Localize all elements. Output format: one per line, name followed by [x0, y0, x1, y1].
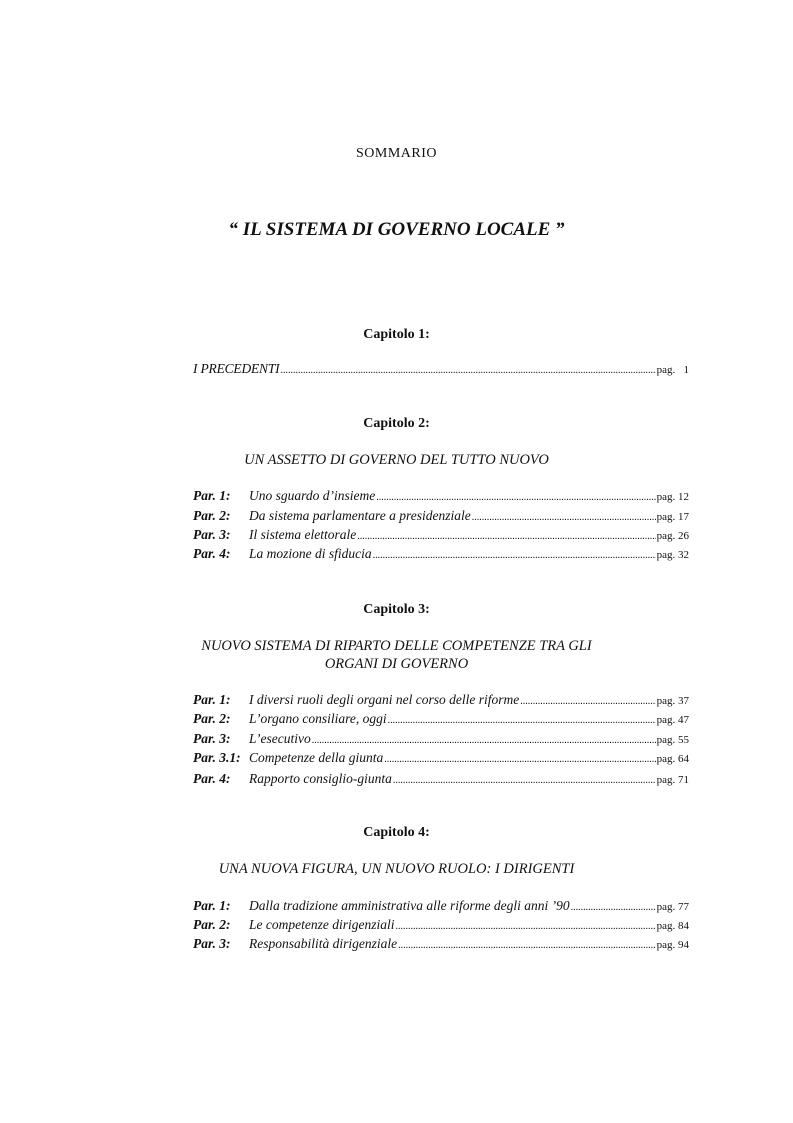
toc-entry[interactable] [193, 917, 689, 936]
toc-entry[interactable] [193, 750, 689, 769]
toc-entry-number: Par. 3: [193, 731, 231, 746]
toc-entry-page: pag. 47 [656, 714, 689, 726]
document-title: “ IL SISTEMA DI GOVERNO LOCALE ” [228, 219, 565, 240]
toc-entry-number: Par. 1: [193, 692, 231, 707]
toc-entry[interactable] [193, 936, 689, 955]
toc-entry-title: L’organo consiliare, oggi [249, 711, 387, 726]
chapter-3-title-line1: NUOVO SISTEMA DI RIPARTO DELLE COMPETENZE TRA GLI [201, 638, 592, 654]
toc-heading: SOMMARIO [355, 146, 437, 161]
toc-entry-number: Par. 2: [193, 711, 231, 726]
toc-entry[interactable] [193, 898, 689, 917]
toc-entry-page: pag. 84 [656, 920, 689, 932]
toc-entry-title: Dalla tradizione amministrativa alle riforme degli anni ’90 [249, 898, 570, 913]
toc-entry-number: Par. 3: [193, 527, 231, 542]
toc-entry[interactable] [193, 527, 689, 546]
chapter-4-title: UNA NUOVA FIGURA, UN NUOVO RUOLO: I DIRIGENTI [218, 861, 575, 877]
toc-entry-page: pag. 37 [656, 695, 689, 707]
toc-entry-title: Competenze della giunta [249, 750, 384, 765]
toc-entry-title: Uno sguardo d’insieme [249, 488, 376, 503]
toc-entry-number: Par. 3: [193, 936, 231, 951]
leader-dots [520, 696, 655, 707]
toc-entry-title: L’esecutivo [249, 731, 311, 746]
toc-entry[interactable] [193, 508, 689, 527]
toc-entry-page: pag. 12 [656, 491, 689, 503]
toc-entry[interactable] [193, 771, 689, 790]
leader-dots [472, 512, 656, 523]
toc-entry-title: Da sistema parlamentare a presidenziale [249, 508, 471, 523]
leader-dots [376, 492, 655, 503]
leader-dots [384, 754, 655, 765]
leader-dots [280, 365, 655, 376]
toc-entry-number: Par. 4: [193, 771, 231, 786]
toc-entry-title: La mozione di sfiducia [249, 546, 372, 561]
chapter-4-label: Capitolo 4: [363, 825, 430, 840]
toc-entry[interactable] [193, 361, 689, 380]
leader-dots [395, 921, 655, 932]
toc-entry-page: pag. 26 [656, 530, 689, 542]
toc-entry-number: Par. 1: [193, 488, 231, 503]
leader-dots [357, 531, 655, 542]
toc-entry-title: Le competenze dirigenziali [249, 917, 395, 932]
leader-dots [571, 902, 656, 913]
chapter-3-title-line2: ORGANI DI GOVERNO [324, 656, 469, 672]
chapter-2-title: UN ASSETTO DI GOVERNO DEL TUTTO NUOVO [244, 452, 549, 468]
toc-entry[interactable] [193, 488, 689, 507]
toc-entry-page: pag. 17 [656, 511, 689, 523]
toc-entry-page: pag. 32 [656, 549, 689, 561]
toc-entry-page: pag. 55 [656, 734, 689, 746]
toc-entry[interactable] [193, 731, 689, 750]
toc-entry-title: Responsabilità dirigenziale [249, 936, 398, 951]
toc-entry-page: pag. 1 [656, 364, 689, 376]
toc-entry-number: Par. 1: [193, 898, 231, 913]
leader-dots [312, 735, 656, 746]
chapter-1-label: Capitolo 1: [363, 327, 430, 342]
toc-entry-page: pag. 64 [656, 753, 689, 765]
toc-entry-number: Par. 2: [193, 917, 231, 932]
toc-entry-title: Il sistema elettorale [249, 527, 357, 542]
leader-dots [393, 775, 656, 786]
toc-entry-number: Par. 3.1: [193, 750, 241, 765]
leader-dots [398, 940, 655, 951]
toc-entry-title: Rapporto consiglio-giunta [249, 771, 392, 786]
toc-entry-page: pag. 71 [656, 774, 689, 786]
toc-entry-page: pag. 94 [656, 939, 689, 951]
leader-dots [388, 715, 656, 726]
toc-entry-number: Par. 4: [193, 546, 231, 561]
toc-entry[interactable] [193, 692, 689, 711]
leader-dots [373, 550, 656, 561]
toc-entry-title: I diversi ruoli degli organi nel corso delle riforme [249, 692, 520, 707]
chapter-2-label: Capitolo 2: [363, 416, 430, 431]
toc-entry[interactable] [193, 711, 689, 730]
toc-entry-title: I PRECEDENTI [193, 361, 280, 376]
toc-entry-page: pag. 77 [656, 901, 689, 913]
toc-entry[interactable] [193, 546, 689, 565]
chapter-3-label: Capitolo 3: [363, 602, 430, 617]
toc-entry-number: Par. 2: [193, 508, 231, 523]
